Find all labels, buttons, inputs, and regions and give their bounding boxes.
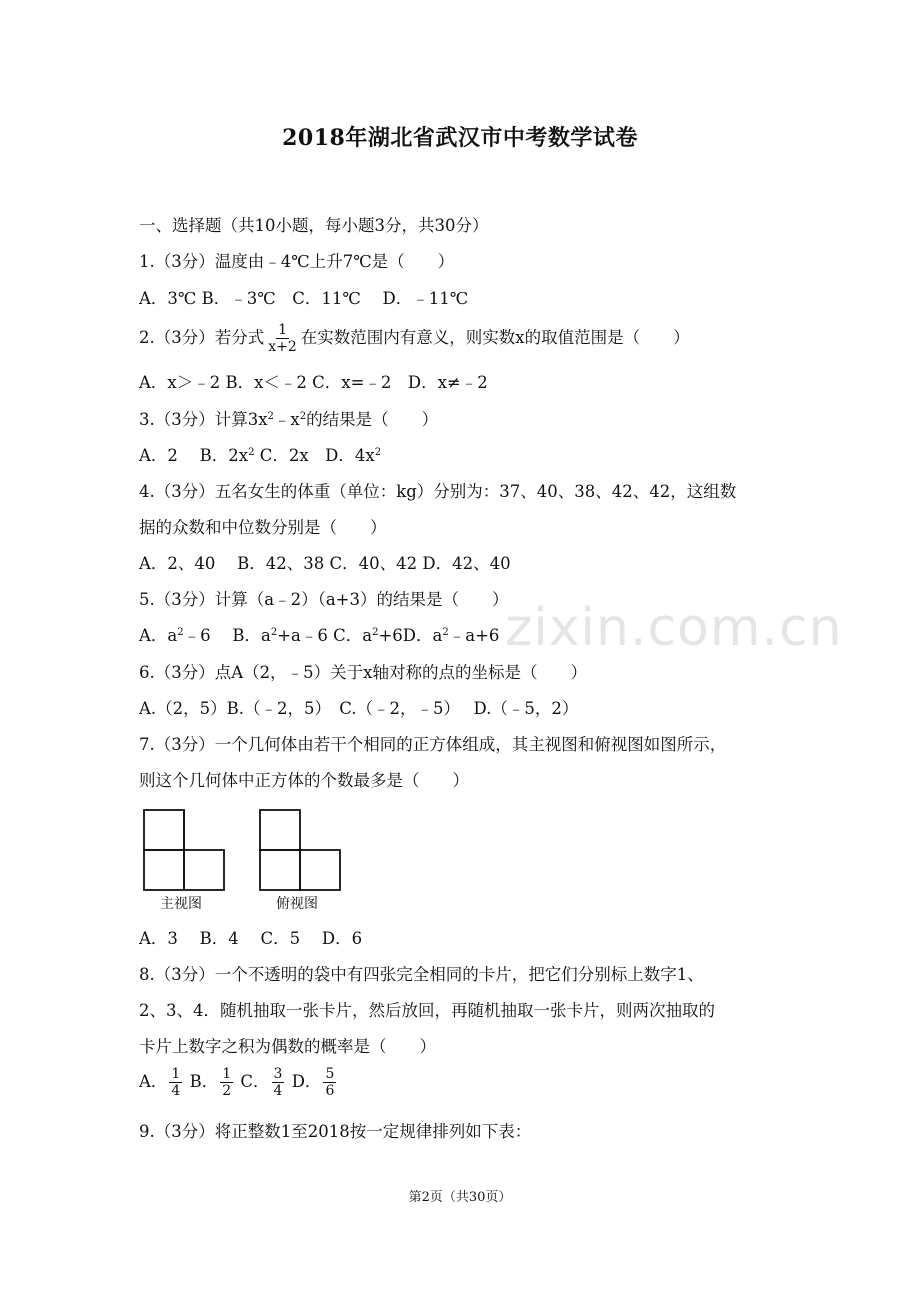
superscript: 2 (442, 627, 449, 638)
question-1-options: A．3℃ B．﹣3℃ C．11℃ D．﹣11℃ (139, 289, 469, 308)
option-a (139, 1066, 184, 1099)
question-3-stem (139, 409, 438, 431)
top-view-label: 俯视图 (276, 896, 318, 912)
option-c (240, 1066, 286, 1099)
question-2-stem (139, 322, 690, 355)
cube-face (300, 850, 340, 890)
option-text: +6D．a (378, 626, 443, 645)
fraction-numerator: 1 (171, 1066, 181, 1082)
front-view-label: 主视图 (160, 896, 202, 912)
stem-post: 的结果是（ ） (306, 410, 439, 429)
cube-face (184, 850, 224, 890)
section-heading: 一、选择题（共10小题，每小题3分，共30分） (139, 216, 489, 235)
option-text: ﹣a+6 (448, 626, 500, 645)
stem-pre: 3.（3分）计算3x (139, 410, 268, 429)
superscript: 2 (248, 447, 255, 458)
option-text: A．a (139, 626, 178, 645)
superscript: 2 (372, 627, 379, 638)
fraction-numerator: 5 (325, 1066, 335, 1082)
option-text: ﹣6 B．a (183, 626, 271, 645)
superscript: 2 (270, 627, 278, 638)
fraction-denominator: x+2 (268, 339, 297, 355)
cube-face (144, 850, 184, 890)
question-6-options: A.（2，5）B.（﹣2，5） C.（﹣2，﹣5） D.（﹣5，2） (139, 699, 579, 718)
question-5-stem: 5.（3分）计算（a﹣2）（a+3）的结果是（ ） (139, 590, 509, 609)
option-label: A． (139, 1072, 168, 1091)
fraction (272, 1066, 285, 1099)
question-8-stem-line3: 卡片上数字之积为偶数的概率是（ ） (139, 1037, 436, 1056)
option-b (190, 1066, 236, 1099)
cube-face (260, 850, 300, 890)
question-4-stem-line2: 据的众数和中位数分别是（ ） (139, 518, 387, 537)
question-8-stem-line2: 2、3、4．随机抽取一张卡片，然后放回，再随机抽取一张卡片，则两次抽取的 (139, 1001, 715, 1020)
question-8-options (139, 1066, 338, 1099)
fraction-numerator: 1 (222, 1066, 232, 1082)
superscript: 2 (299, 411, 307, 422)
fraction (220, 1066, 233, 1099)
question-2-options: A．x＞﹣2 B．x＜﹣2 C．x=﹣2 D．x≠﹣2 (139, 373, 488, 392)
option-d (292, 1066, 339, 1099)
option-label: D． (291, 1072, 322, 1091)
option-text: +a﹣6 C．a (277, 626, 373, 645)
cube-face (144, 810, 184, 850)
fraction (323, 1066, 336, 1099)
top-view-figure (258, 808, 342, 892)
fraction-numerator: 1 (278, 322, 287, 338)
fraction-numerator: 3 (273, 1066, 283, 1082)
question-4-stem-line1: 4.（3分）五名女生的体重（单位：kg）分别为：37、40、38、42、42，这组数 (139, 482, 737, 501)
superscript: 2 (177, 627, 184, 638)
question-4-options: A．2、40 B．42、38 C．40、42 D．42、40 (139, 554, 511, 573)
superscript: 2 (374, 447, 382, 458)
question-1-stem: 1.（3分）温度由﹣4℃上升7℃是（ ） (139, 252, 455, 271)
question-7-options: A．3 B．4 C．5 D．6 (139, 929, 363, 948)
option-label: C． (240, 1072, 270, 1091)
stem-pre: 2.（3分）若分式 (139, 328, 265, 347)
option-text: A．2 B．2x (139, 446, 249, 465)
option-text: C．2x D．4x (254, 446, 375, 465)
fraction (169, 1066, 182, 1099)
stem-mid: ﹣x (273, 410, 300, 429)
question-5-options (139, 625, 499, 647)
question-9-stem: 9.（3分）将正整数1至2018按一定规律排列如下表： (139, 1122, 532, 1141)
watermark: zixin.com.cn (505, 598, 843, 658)
question-7-stem-line1: 7.（3分）一个几何体由若干个相同的正方体组成，其主视图和俯视图如图所示， (139, 735, 727, 754)
question-8-stem-line1: 8.（3分）一个不透明的袋中有四张完全相同的卡片，把它们分别标上数字1、 (139, 965, 704, 984)
question-6-stem: 6.（3分）点A（2，﹣5）关于x轴对称的点的坐标是（ ） (139, 663, 587, 682)
stem-post: 在实数范围内有意义，则实数x的取值范围是（ ） (300, 328, 690, 347)
fraction-denominator: 4 (171, 1083, 181, 1099)
fraction-denominator: 4 (273, 1083, 283, 1099)
front-view-figure (142, 808, 226, 892)
option-label: B． (189, 1072, 219, 1091)
question-3-options (139, 445, 381, 467)
superscript: 2 (267, 411, 274, 422)
fraction-denominator: 6 (325, 1083, 335, 1099)
page-title: 2018年湖北省武汉市中考数学试卷 (282, 125, 638, 151)
fraction-denominator: 2 (222, 1083, 232, 1099)
fraction (266, 322, 299, 355)
page-footer: 第2页（共30页） (408, 1190, 512, 1205)
cube-face (260, 810, 300, 850)
question-7-stem-line2: 则这个几何体中正方体的个数最多是（ ） (139, 771, 469, 790)
